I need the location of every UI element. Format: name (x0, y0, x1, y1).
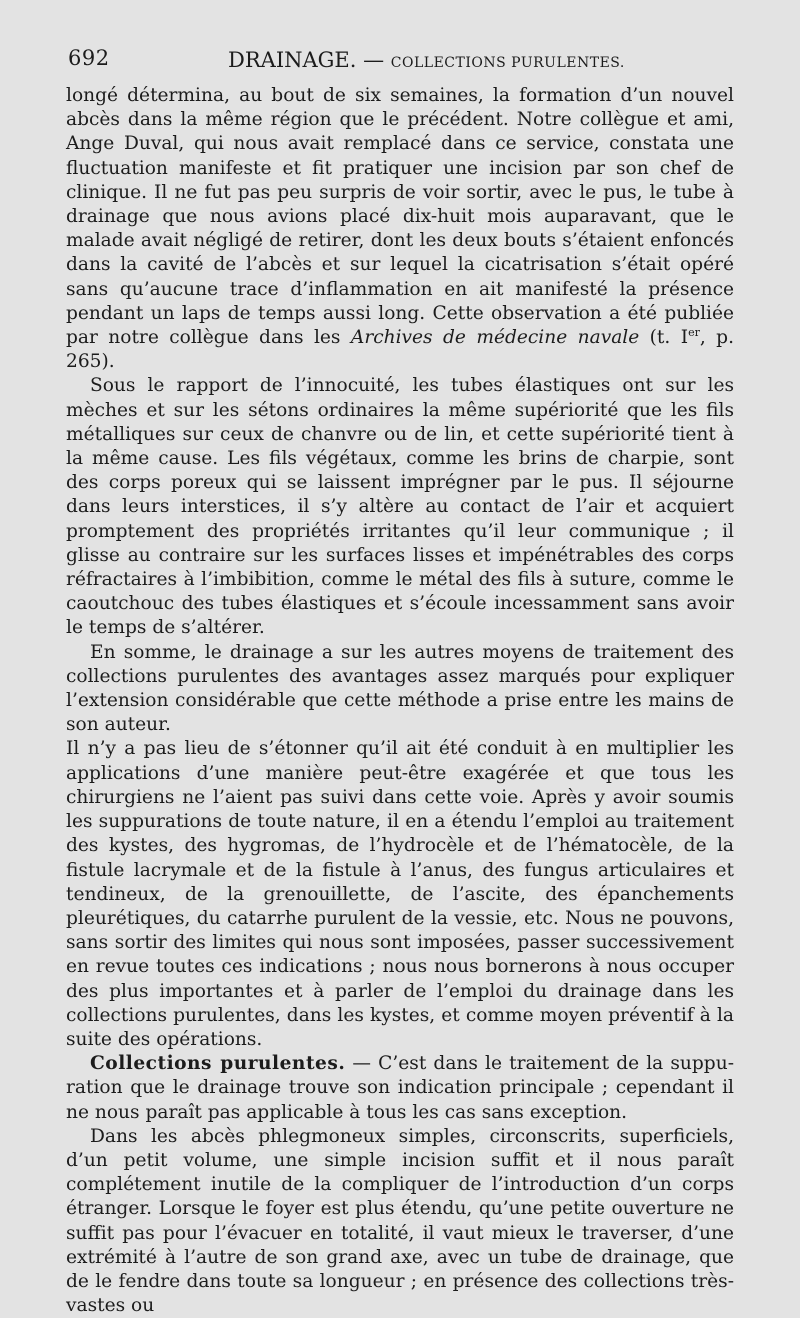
running-title-main: DRAINAGE. (228, 48, 357, 72)
citation-volume: (t. I (639, 327, 689, 349)
paragraph-2: Sous le rapport de l’innocuité, les tubes élastiques ont sur les mèches et sur les sétons ordinaires la même supériorité que les fils métalliques sur ceux de chanvre ou de lin, et cette supériorité tient à la même cause. Les fils végétaux, comme les brins de charpie, sont des corps poreux qui se laissent imprégner par le pus. Il séjourne dans leurs interstices, il s’y altère au contact de l’air et acquiert promptement des propriétés irritantes qu’il leur communique ; il glisse au contraire sur les surfaces lisses et impénétrables des corps réfractaires à l’imbibition, comme le métal des fils à suture, comme le caoutchouc des tubes élastiques et s’écoule incessamment sans avoir le temps de s’altérer. (66, 375, 734, 639)
journal-title: Archives de médecine navale (350, 327, 640, 349)
page-number: 692 (68, 46, 110, 70)
paragraph-3a: En somme, le drainage a sur les autres moyens de traitement des collections purulentes des avantages assez marqués pour expliquer l’extension considérable que cette méthode a prise entre les mains de son auteur. (66, 641, 734, 736)
paragraph-4 (66, 1052, 734, 1125)
body-text (66, 84, 734, 1318)
running-title-separator: — (356, 48, 391, 72)
paragraph-3b: Il n’y a pas lieu de s’étonner qu’il ait été conduit à en multiplier les applications d’une manière peut-être exagérée et que tous les chirurgiens ne l’aient pas suivi dans cette voie. Après y avoir soumis les suppurations de toute nature, il en a étendu l’emploi au traitement des kystes, des hygromas, de l’hydrocèle et de l’hématocèle, de la fistule lacrymale et de la fistule à l’anus, des fungus articulaires et tendineux, de la grenouillette, de l’ascite, des épanchements pleurétiques, du catarrhe purulent de la vessie, etc. Nous ne pouvons, sans sortir des limites qui nous sont imposées, passer successivement en revue toutes ces indications ; nous nous bornerons à nous occuper des plus importantes et à parler de l’emploi du drainage dans les collections purulentes, dans les kystes, et comme moyen préventif à la suite des opérations. (66, 738, 734, 1050)
running-title-sub: COLLECTIONS PURULENTES. (390, 55, 625, 71)
citation-superscript: er (688, 325, 700, 339)
paragraph-1 (66, 84, 734, 374)
paragraph-4-text: — C’est dans le traitement de la suppuration que le drainage trouve son indication principale ; cependant il ne nous paraît pas applicable à tous les cas sans exception. (66, 1053, 734, 1123)
running-title (228, 48, 625, 72)
paragraph-1-text: longé détermina, au bout de six semaines, la formation d’un nouvel abcès dans la même région que le précédent. Notre collègue et ami, Ange Duval, qui nous avait remplacé dans ce service, constata une fluctuation manifeste et fit pratiquer une incision par son chef de clinique. Il ne fut pas peu surpris de voir sortir, avec le pus, le tube à drainage que nous avions placé dix-huit mois auparavant, que le malade avait négligé de retirer, dont les deux bouts s’étaient enfoncés dans la cavité de l’abcès et sur lequel la cicatrisation s’était opéré sans qu’aucune trace d’inflammation en ait manifesté la présence pendant un laps de temps aussi long. Cette observation a été publiée par notre collègue dans les (66, 85, 734, 349)
citation-page: , p. 265). (66, 327, 734, 373)
section-heading: Collections purulentes. (90, 1053, 346, 1075)
paragraph-5: Dans les abcès phlegmoneux simples, circonscrits, superficiels, d’un petit volume, une simple incision suffit et il nous paraît complétement inutile de la compliquer de l’introduction d’un corps étranger. Lorsque le foyer est plus étendu, qu’une petite ouverture ne suffit pas pour l’évacuer en totalité, il vaut mieux le traverser, d’une extrémité à l’autre de son grand axe, avec un tube de drainage, que de le fendre dans toute sa longueur ; en présence des collections très-vastes ou (66, 1125, 734, 1317)
running-header (68, 44, 734, 74)
